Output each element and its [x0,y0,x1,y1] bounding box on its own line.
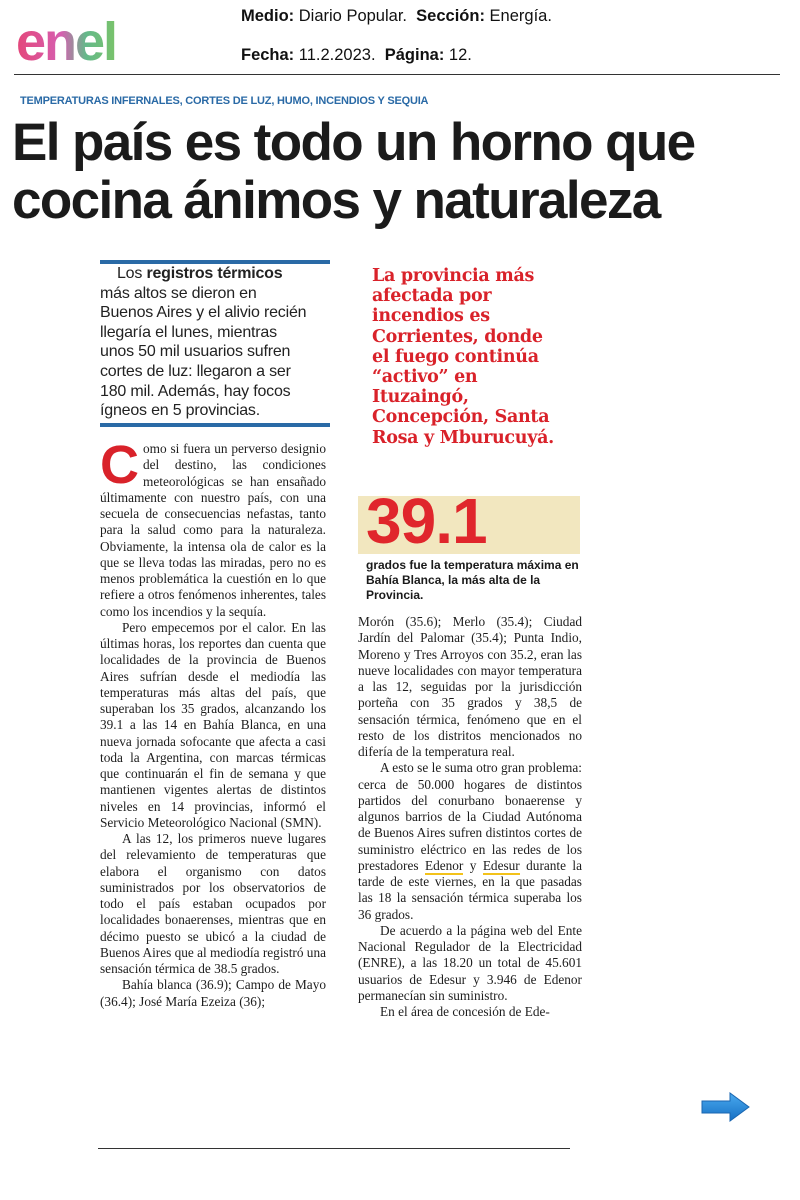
pagina-value: 12. [448,46,472,64]
medio-label: Medio: [241,7,295,25]
svg-text:enel: enel [16,16,117,68]
deck-line: llegaría el lunes, mientras [100,323,277,341]
deck-line: Los registros térmicos [116,265,283,282]
body-paragraph: Pero empecemos por el calor. En las últimas horas, los reportes dan cuenta que localidades de la provincia de Buenos Aires sufrían desde el mediodía las temperaturas más altas del país, que superaban los 35 grados, alcanzando los 39.1 a las 14 en Bahía Blanca, en una nueva jornada sofocante que afecta a casi toda la Argentina, con marcas térmicas que continuarán el fin de semana y que mantienen vigentes alertas de distintos niveles en 14 provincias, informó el Servicio Meteorológico Nacional (SMN). [100,619,326,830]
deck-line: Buenos Aires y el alivio recién [100,304,307,322]
stat-number: 39.1 [366,485,487,557]
deck-rule [100,423,330,427]
date-line [241,46,472,65]
headline-line: cocina ánimos y naturaleza [12,171,660,230]
deck-rule [100,260,330,264]
body-paragraph: En el área de concesión de Ede- [380,1004,550,1019]
deck-line: más altos se dieron en [100,284,257,302]
pull-quote-line: incendios es [372,306,490,327]
article-headline [12,114,792,230]
drop-cap: C [100,435,139,495]
body-paragraph: Morón (35.6); Merlo (35.4); Ciudad Jardín del Palomar (35.4); Punta Indio, Moreno y Tres Arroyos con 35.2, eran las nueve localidades con mayor temperatura a las 12, seguidas por la jurisdicción porteña con 35 grados y 38,5 de sensación térmica, fenómeno que en el resto de los distritos mencionados no difería de la temperatura real. [358,614,582,759]
highlight-edesur: Edesur [482,857,520,873]
pull-quote-line: Rosa y Mburucuyá. [372,427,554,448]
body-column-2 [358,614,582,1020]
deck-line: ígneos en 5 provincias. [100,402,260,420]
highlight-edenor: Edenor [424,857,464,873]
medio-value: Diario Popular. [298,7,407,25]
seccion-label: Sección: [416,7,485,25]
seccion-value: Energía. [489,7,552,25]
pull-quote [372,266,602,448]
article-deck [100,260,332,421]
body-column-1 [100,435,326,1010]
article-kicker: TEMPERATURAS INFERNALES, CORTES DE LUZ, HUMO, INCENDIOS Y SEQUIA [20,95,429,107]
body-paragraph: Como si fuera un perverso designio del destino, las condiciones meteorológicas se han ensañado últimamente con nuestro país, con una secuela de consecuencias nefastas, tanto para la salud como para la naturaleza. Obviamente, la intensa ola de calor es la que se lleva todas las miradas, pero no es menos problemática la cuestión en lo que refiere a otros fenómenos inherentes, tales como los incendios y la sequía. [100,435,326,619]
pull-quote-line: el fuego continúa [372,346,539,367]
deck-line: 180 mil. Además, hay focos [100,382,291,400]
body-paragraph: Bahía blanca (36.9); Campo de Mayo (36.4); José María Ezeiza (36); [100,977,326,1009]
fecha-value: 11.2.2023. [298,46,376,64]
headline-line: El país es todo un horno que [12,113,695,172]
footer-divider [98,1148,570,1149]
body-paragraph: A esto se le suma otro gran problema: cerca de 50.000 hogares de distintos partidos del conurbano bonaerense y algunos barrios de la Ciudad Autónoma de Buenos Aires sufren distintos cortes de suministro eléctrico en las redes de los prestadores Edenor y Edesur durante la tarde de este viernes, en la que pasadas las 18 la sensación térmica superaba los 36 grados. [358,760,583,922]
pull-quote-line: “activo” en [372,367,478,388]
fecha-label: Fecha: [241,46,295,64]
deck-line: cortes de luz: llegaron a ser [100,362,291,380]
pull-quote-line: La provincia más [372,266,535,286]
deck-emphasis: registros térmicos [146,265,283,282]
pull-quote-line: afectada por [372,286,492,307]
arrow-right-icon[interactable] [700,1090,752,1124]
source-line [241,7,552,26]
body-paragraph: De acuerdo a la página web del Ente Nacional Regulador de la Electricidad (ENRE), a las 18.20 un total de 45.601 usuarios de Edesur y 3.946 de Edenor permanecían sin suministro. [358,922,582,1003]
pagina-label: Página: [384,46,445,64]
body-paragraph: A las 12, los primeros nueve lugares del relevamiento de temperaturas que elabora el organismo con datos suministrados por los observatorios de todo el país estaban ocupados por localidades bonaerenses, mientras que en décimo puesto se ubicó a la ciudad de Buenos Aires que al mediodía registró una sensación térmica de 38.5 grados. [100,831,326,976]
header-divider [14,74,780,75]
deck-line: unos 50 mil usuarios sufren [100,343,291,361]
enel-logo [16,16,168,68]
pull-quote-line: Corrientes, donde [372,326,543,347]
pull-quote-line: Ituzaingó, [372,387,469,408]
pull-quote-line: Concepción, Santa [372,407,550,428]
stat-caption: grados fue la temperatura máxima en Bahía Blanca, la más alta de la Provincia. [366,558,579,602]
